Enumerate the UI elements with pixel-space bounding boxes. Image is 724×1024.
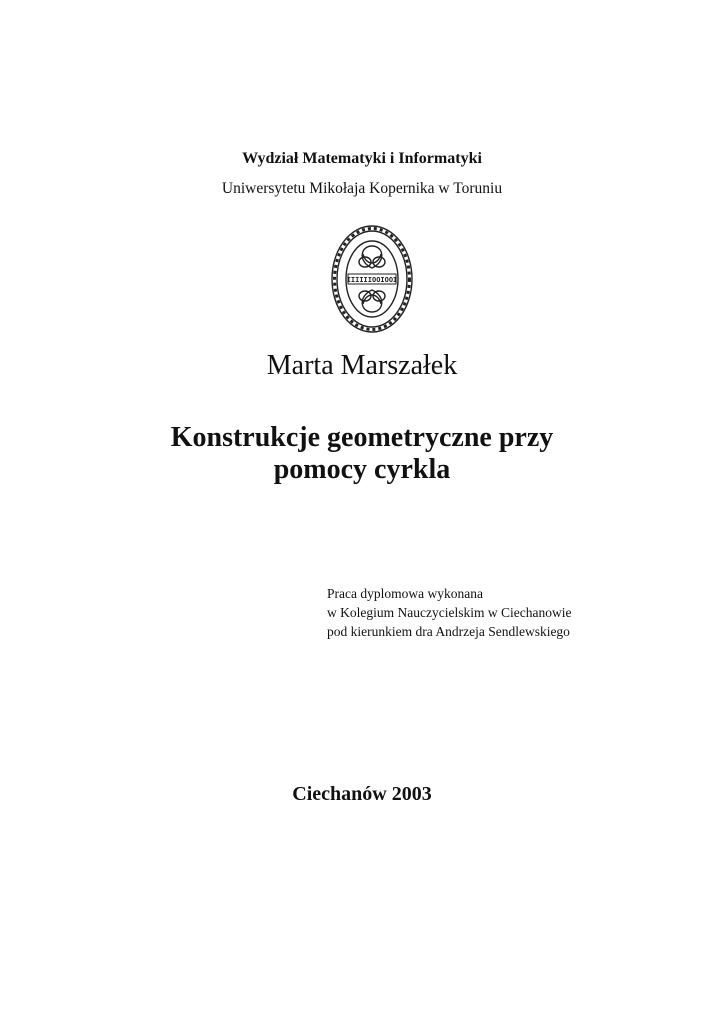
thesis-info-line-1: Praca dyplomowa wykonana — [327, 586, 483, 601]
seal-inscription: IIIIIIOOIOOI — [346, 276, 398, 284]
thesis-info-line-3: pod kierunkiem dra Andrzeja Sendlewskiego — [327, 624, 570, 639]
author-name: Marta Marszałek — [266, 350, 458, 381]
place-and-year: Ciechanów 2003 — [292, 783, 432, 805]
thesis-title-line-2: pomocy cyrkla — [273, 454, 451, 485]
thesis-info-line-2: w Kolegium Nauczycielskim w Ciechanowie — [327, 605, 572, 620]
university-seal-icon — [330, 224, 414, 334]
thesis-title-line-1: Konstrukcje geometryczne przy — [170, 422, 554, 453]
faculty-name: Wydział Matematyki i Informatyki — [242, 150, 482, 167]
university-name: Uniwersytetu Mikołaja Kopernika w Toruniu — [221, 180, 503, 197]
thesis-title — [0, 422, 724, 486]
thesis-info — [327, 584, 571, 641]
